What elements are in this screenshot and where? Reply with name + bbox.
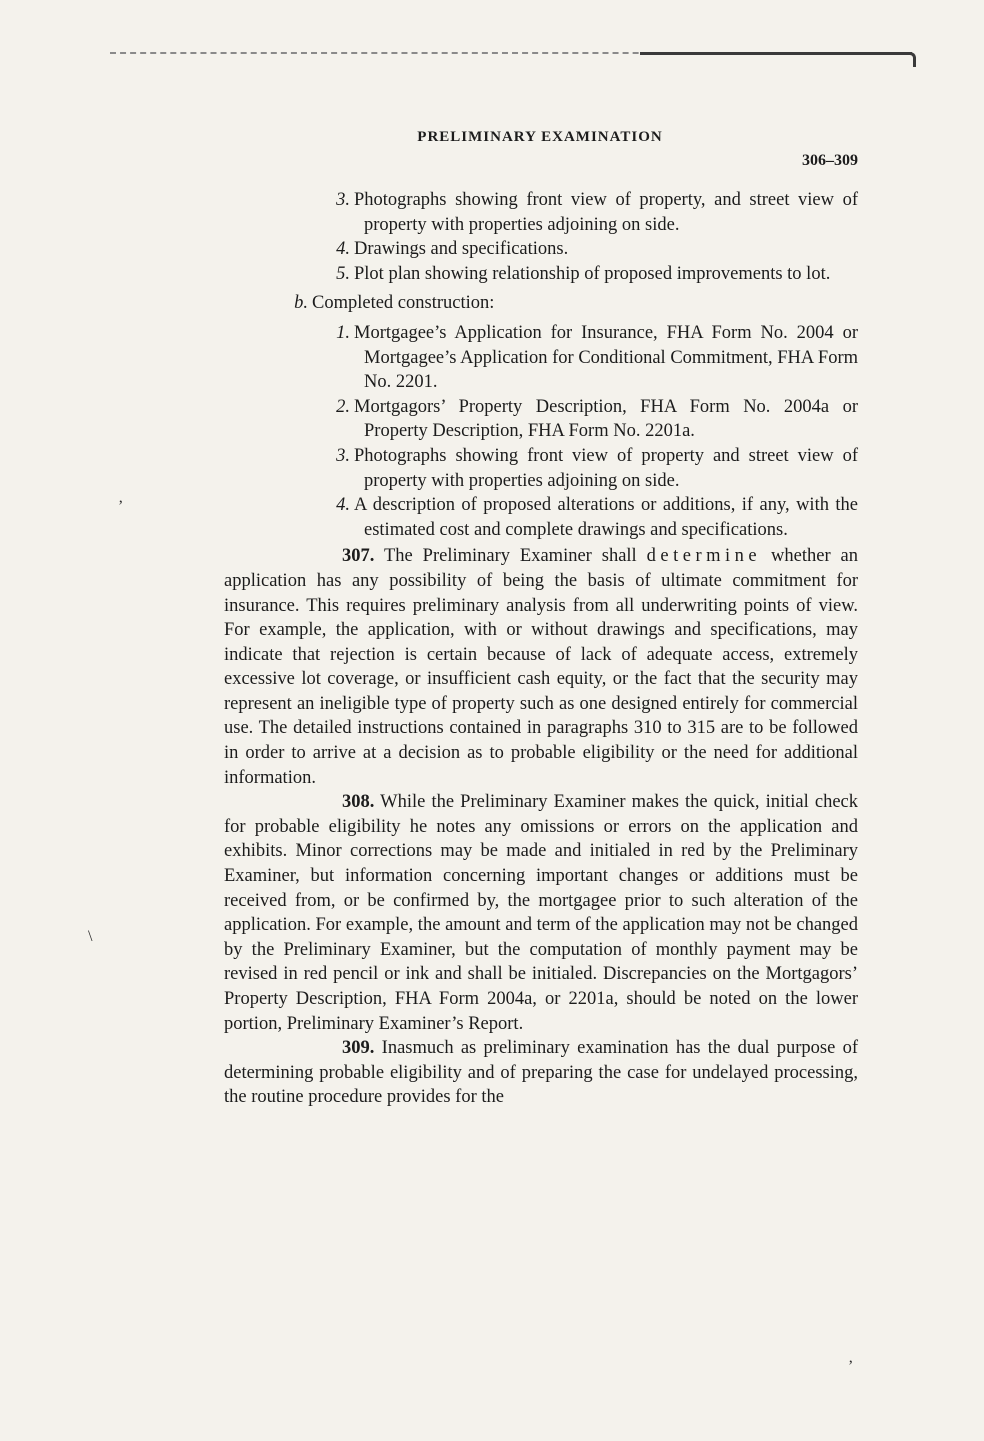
- item-text: Photographs showing front view of property, and street view of property with properties adjoining on side.: [354, 190, 858, 235]
- paragraph-number: 309.: [342, 1038, 375, 1059]
- section-title: Completed construction:: [312, 293, 495, 314]
- scan-speck: \: [88, 928, 93, 945]
- item-number: 2.: [336, 396, 350, 417]
- item-text: Drawings and specifications.: [354, 239, 569, 260]
- item-number: 3.: [336, 190, 350, 210]
- page-range: 306–309: [802, 152, 858, 169]
- item-text: Mortgagors’ Property Description, FHA Form No. 2004a or Property Description, FHA Form No. 2201a.: [354, 396, 858, 442]
- item-text: A description of proposed alterations or additions, if any, with the estimated cost and complete drawings and specifications.: [354, 495, 858, 540]
- item-text: Photographs showing front view of property and street view of property with properties adjoining on side.: [354, 445, 858, 491]
- list-item: [336, 395, 858, 444]
- list-item: [336, 237, 858, 262]
- paragraph-lead: The Preliminary Examiner shall: [383, 546, 637, 567]
- paragraph-308: [224, 790, 858, 1036]
- section-b-heading: [294, 291, 858, 316]
- paragraph-text: whether an application has any possibility of being the basis of ultimate commitment for insurance. This requires preliminary analysis from all underwriting points of view. For example, the application, with or without drawings and specifications, may indicate that rejection is certain because of lack of adequate access, extremely excessive lot coverage, or insufficient cash equity, or the fact that the security may represent an ineligible type of property such as one designed entirely for commercial use. The detailed instructions contained in paragraphs 310 to 315 are to be followed in order to arrive at a decision as to probable eligibility or the need for additional information.: [224, 546, 859, 788]
- item-text: Mortgagee’s Application for Insurance, FHA Form No. 2004 or Mortgagee’s Application for Conditional Commitment, FHA Form No. 2201.: [354, 322, 858, 393]
- running-head: PRELIMINARY EXAMINATION: [417, 129, 663, 145]
- paragraph-text: Inasmuch as preliminary examination has the dual purpose of determining probable eligibility and of preparing the case for undelayed processing, the routine procedure provides for the: [224, 1038, 858, 1108]
- item-text: Plot plan showing relationship of proposed improvements to lot.: [354, 263, 831, 284]
- item-number: 4.: [336, 239, 350, 260]
- paragraph-number: 307.: [342, 546, 375, 567]
- list-item: [336, 321, 858, 395]
- scan-edge-rule-solid: [640, 52, 912, 55]
- scan-speck: ’: [118, 498, 124, 515]
- section-letter: b.: [294, 293, 308, 314]
- paragraph-text: While the Preliminary Examiner makes the quick, initial check for probable eligibility he notes any omissions or errors on the application and exhibits. Minor corrections may be made and initialed in red by the Preliminary Examiner, but information concerning important changes or additions must be received from, or be confirmed by, the mortgagee prior to such alteration of the application. For example, the amount and term of the application may not be changed by the Preliminary Examiner, but the computation of monthly payment may be revised in red pencil or ink and shall be initialed. Discrepancies on the Mortgagors’ Property Description, FHA Form 2004a, or 2201a, should be noted on the lower portion, Preliminary Examiner’s Report.: [224, 792, 858, 1034]
- item-number: 4.: [336, 495, 350, 516]
- list-item: [336, 493, 858, 542]
- list-item: [336, 444, 858, 493]
- page-body: [224, 188, 858, 1110]
- scan-edge-corner: [905, 52, 916, 67]
- item-number: 1.: [336, 322, 350, 343]
- scan-speck: ’: [848, 1358, 854, 1375]
- spaced-word: determine: [646, 546, 762, 567]
- item-number: 5.: [336, 263, 350, 284]
- paragraph-number: 308.: [342, 792, 375, 813]
- paragraph-307: [224, 544, 858, 790]
- paragraph-309: [224, 1036, 858, 1110]
- item-number: 3.: [336, 445, 350, 466]
- list-item: [336, 188, 858, 237]
- list-item: [336, 262, 858, 287]
